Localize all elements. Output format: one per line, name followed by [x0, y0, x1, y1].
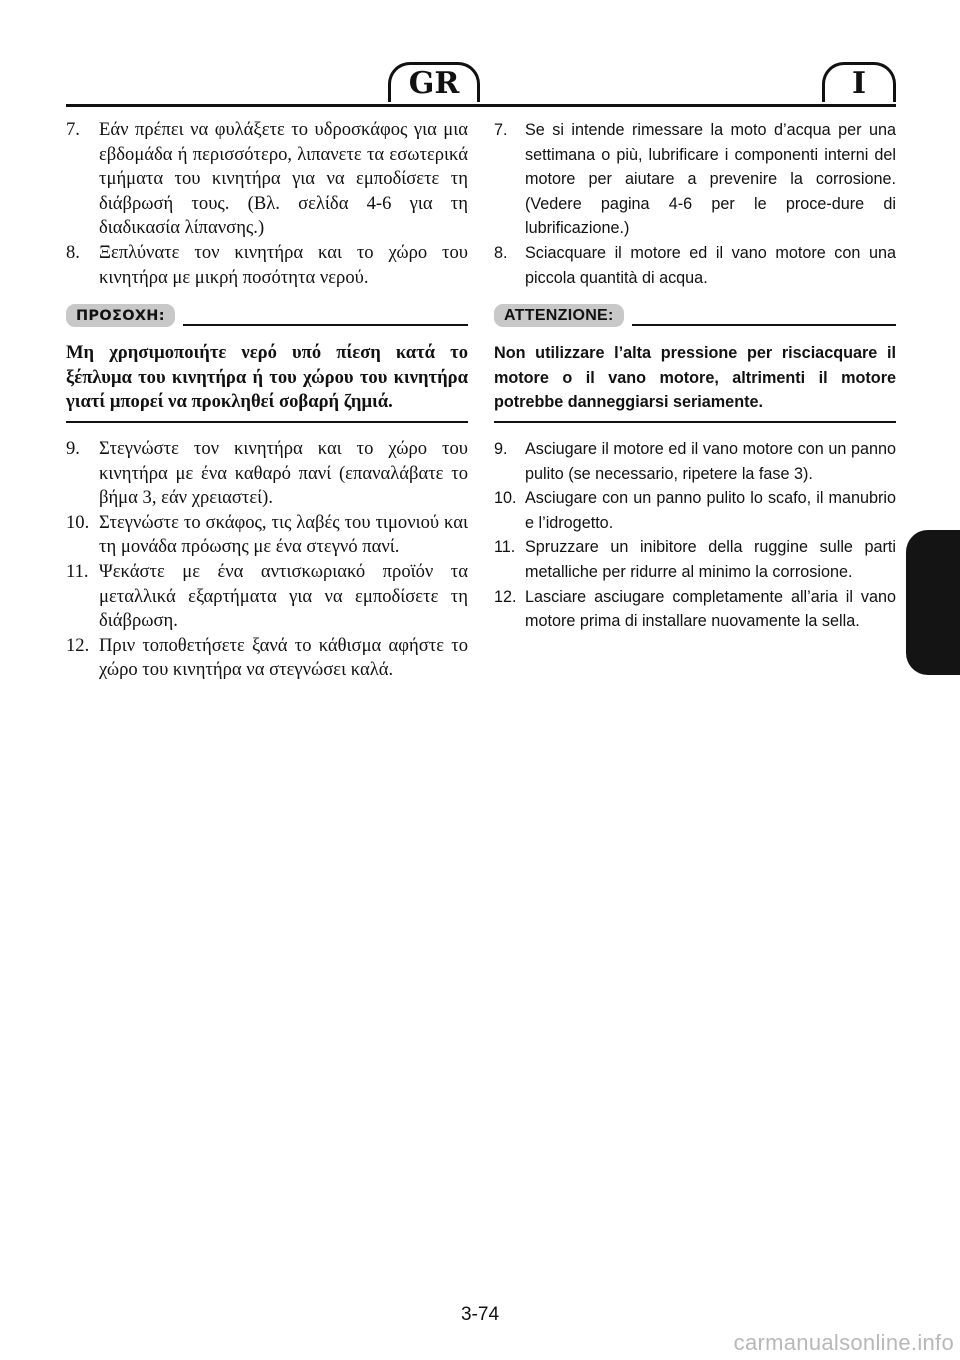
item-text: Ξεπλύνατε τον κινητήρα και το χώρο του κινητήρα με μικρή ποσότητα νερού. — [99, 241, 468, 288]
caution-end-rule — [494, 421, 896, 423]
item-number: 7. — [66, 119, 80, 140]
list-item — [66, 560, 468, 634]
item-text: Asciugare il motore ed il vano motore con un panno pulito (se necessario, ripetere la fase 3). — [525, 439, 896, 483]
list-item — [66, 118, 468, 241]
item-number: 9. — [494, 439, 508, 458]
list-item — [494, 437, 896, 486]
item-number: 12. — [494, 587, 517, 606]
language-label-italian: I — [851, 66, 867, 101]
list-item — [66, 241, 468, 290]
item-text: Spruzzare un inibitore della ruggine sulle parti metalliche per ridurre al minimo la corrosione. — [525, 538, 896, 581]
caution-label: ATTENZIONE: — [494, 304, 624, 327]
chapter-side-tab — [906, 530, 960, 675]
list-item — [66, 634, 468, 683]
language-tab-greek — [388, 62, 480, 102]
list-item — [494, 118, 896, 241]
item-number: 7. — [494, 121, 508, 139]
list-item — [494, 241, 896, 290]
footer-watermark: carmanualsonline.info — [733, 1330, 954, 1355]
caution-rule — [632, 324, 896, 326]
greek-column — [66, 118, 468, 683]
item-text: Εάν πρέπει να φυλάξετε το υδροσκάφος για μια εβδομάδα ή περισσότερο, λιπανετε τα εσωτερικά τμήματα του κινητήρα για να εμποδίσετε τη διάβρωσή τους. (Βλ. σελίδα 4-6 για τη διαδικασία λίπανσης.) — [99, 119, 468, 239]
item-text: Sciacquare il motore ed il vano motore con una piccola quantità di acqua. — [525, 243, 896, 287]
item-text: Se si intende rimessare la moto d’acqua per una settimana o più, lubrificare i componenti interni del motore per aiutare a prevenire la corrosione. (Vedere pagina 4-6 per le proce-dure di lubrificazione.) — [525, 121, 896, 238]
item-text: Asciugare con un panno pulito lo scafo, il manubrio e l’idrogetto. — [525, 489, 896, 532]
language-tab-italian — [822, 62, 896, 102]
header-rule — [66, 104, 896, 107]
item-number: 9. — [66, 437, 80, 459]
page-number: 3-74 — [460, 1304, 500, 1325]
list-item — [494, 585, 896, 634]
list-item — [494, 535, 896, 584]
item-number: 12. — [66, 634, 90, 656]
item-number: 11. — [66, 560, 89, 582]
caution-text: Μη χρησιμοποιήτε νερό υπό πίεση κατά το ξέπλυμα του κινητήρα ή του χώρου του κινητήρα γιατί μπορεί να προκληθεί σοβαρή ζημιά. — [66, 342, 468, 413]
item-text: Πριν τοποθετήσετε ξανά το κάθισμα αφήστε το χώρο του κινητήρα να στεγνώσει καλά. — [99, 634, 468, 681]
item-number: 10. — [494, 489, 517, 508]
item-text: Στεγνώστε το σκάφος, τις λαβές του τιμονιού και τη μονάδα πρόωσης με ένα στεγνό πανί. — [99, 511, 468, 558]
italian-column — [494, 118, 896, 634]
caution-heading — [494, 304, 896, 327]
caution-end-rule — [66, 421, 468, 423]
item-text: Στεγνώστε τον κινητήρα και το χώρο του κινητήρα με ένα καθαρό πανί (επαναλάβατε το βήμα 3, εάν χρειαστεί). — [99, 437, 468, 509]
caution-rule — [183, 324, 468, 326]
item-number: 8. — [494, 243, 508, 262]
item-number: 11. — [494, 538, 516, 557]
language-label-greek: GR — [408, 66, 460, 101]
caution-text: Non utilizzare l’alta pressione per risciacquare il motore o il vano motore, altrimenti il motore potrebbe danneggiarsi seriamente. — [494, 344, 896, 412]
item-number: 10. — [66, 511, 90, 533]
item-number: 8. — [66, 241, 80, 263]
list-item — [66, 511, 468, 560]
list-item — [66, 437, 468, 511]
caution-heading — [66, 304, 468, 327]
list-item — [494, 486, 896, 535]
item-text: Ψεκάστε με ένα αντισκωριακό προϊόν τα μεταλλικά εξαρτήματα για να εμποδίσετε τη διάβρωση. — [99, 560, 468, 632]
item-text: Lasciare asciugare completamente all’aria il vano motore prima di installare nuovamente la sella. — [525, 587, 896, 631]
caution-label: ΠΡΟΣΟΧΗ: — [66, 304, 175, 327]
